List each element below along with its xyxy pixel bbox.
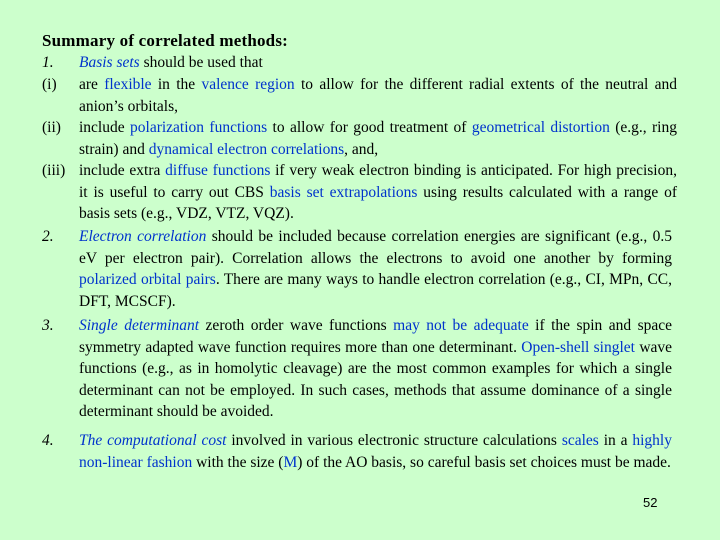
highlighted-term: valence region [201,76,295,93]
highlighted-term: dynamical electron correlations [148,140,345,158]
highlighted-term: M [283,453,298,471]
text-segment: with the size ( [192,453,284,471]
text-segment: (e.g., ring strain) and [79,119,677,158]
text-segment: ) of the AO basis, so careful basis set choices must be made. [297,453,671,471]
list-marker: 4. [42,432,54,449]
text-segment: in a [598,432,633,449]
text-segment: include [79,119,131,136]
text-segment: are [79,76,105,93]
text-segment: wave functions (e.g., as in homolytic cleavage) are the most common examples for which a single determinant can not be employed. In such cases, methods that assume dominance of a single determinant should be avoided. [79,338,673,421]
list-marker: (ii) [42,119,61,136]
highlighted-term: polarization functions [130,119,268,136]
list-marker: 1. [42,54,54,71]
highlighted-term: scales [561,432,599,449]
text-segment: include extra [79,162,166,179]
text-segment: . There are many ways to handle electron correlation (e.g., CI, MPn, CC, DFT, MCSCF). [79,271,672,310]
list-marker: (i) [42,76,57,93]
highlighted-term: Basis sets [79,54,140,71]
text-segment: zeroth order wave functions [199,317,394,334]
highlighted-term: may not be adequate [393,317,529,334]
text-segment: using results calculated with a range of basis sets (e.g., VDZ, VTZ, VQZ). [79,183,677,223]
list-item-text [79,430,672,473]
text-segment: should be used that [139,54,263,71]
highlighted-term: polarized orbital pairs [79,271,216,289]
text-segment: in the [151,76,202,93]
list-item-text [79,315,672,423]
text-segment: if very weak electron binding is anticipated. For high precision, it is useful to carry out CBS [79,162,677,201]
list-item-text [79,226,672,312]
highlighted-term: basis set extrapolations [269,183,418,201]
text-segment: involved in various electronic structure calculations [226,432,562,449]
highlighted-term: Open-shell singlet [521,338,635,356]
page-number: 52 [643,495,658,510]
highlighted-term: Electron correlation [79,228,207,245]
slide-title: Summary of correlated methods: [42,31,289,50]
text-segment: should be included because correlation energies are significant (e.g., 0.5 eV per electron pair). Correlation allows the electrons to avoid one another by forming [79,228,672,267]
highlighted-term: diffuse functions [165,162,271,179]
list-item-text [79,52,669,74]
list-marker: (iii) [42,162,66,179]
list-item-text [79,160,677,225]
text-segment: to allow for the different radial extents of the neutral and anion’s orbitals, [79,76,677,115]
highlighted-term: flexible [104,76,152,93]
list-item-text [79,74,677,117]
text-segment: , and, [344,140,379,158]
list-marker: 2. [42,228,54,245]
list-item-text [79,117,677,160]
text-segment: if the spin and space symmetry adapted wave function requires more than one determinant. [79,317,672,356]
highlighted-term: highly non-linear fashion [79,432,672,471]
text-segment: to allow for good treatment of [267,119,472,136]
highlighted-term: Single determinant [79,317,200,334]
highlighted-term: geometrical distortion [471,119,610,136]
highlighted-term: The computational cost [79,432,227,449]
list-marker: 3. [42,317,54,334]
